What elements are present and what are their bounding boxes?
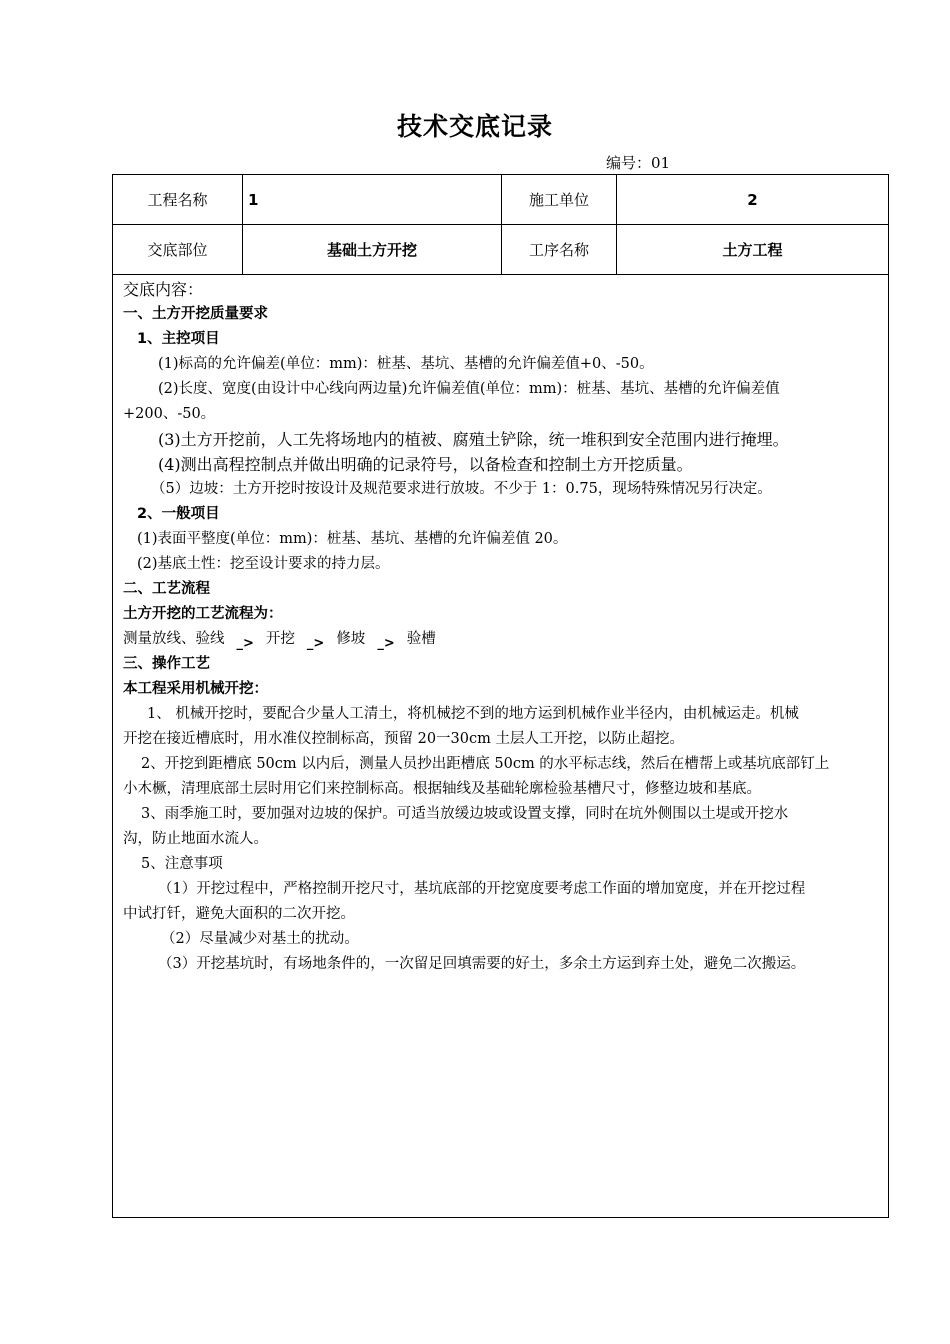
item-line: (3)土方开挖前，人工先将场地内的植被、腐殖土铲除，统一堆积到安全范围内进行掩埋。	[158, 430, 789, 449]
process-value: 土方工程	[722, 241, 783, 259]
operation-line: 开挖在接近槽底时，用水准仪控制标高，预留 20一30cm 土层人工开挖，以防止超挖。	[123, 731, 684, 747]
operation-line: 小木橛，清理底部土层时用它们来控制标高。根据轴线及基础轮廓检验基槽尺寸，修整边坡和基底。	[123, 781, 761, 797]
item-line: （5）边坡：土方开挖时按设计及规范要求进行放坡。不少于 1：0.75，现场特殊情况另行决定。	[151, 481, 772, 497]
operation-line: 1、 机械开挖时，要配合少量人工清土，将机械挖不到的地方运到机械作业半径内，由机械运走。机械	[147, 706, 799, 722]
construction-unit-label: 施工单位	[528, 191, 589, 209]
flow-arrow-icon: _>	[377, 636, 395, 651]
record-table	[112, 174, 889, 1218]
flow-step: 修坡	[336, 631, 366, 647]
note-line: （2）尽量减少对基土的扰动。	[161, 931, 359, 947]
note-line: （1）开挖过程中，严格控制开挖尺寸，基坑底部的开挖宽度要考虑工作面的增加宽度，并在开挖过程	[158, 881, 806, 897]
header-row-2	[113, 225, 888, 275]
section-2-heading: 二、工艺流程	[123, 581, 210, 597]
project-name-value: 1	[248, 190, 259, 209]
item-line: (2)长度、宽度(由设计中心线向两边量)允许偏差值(单位：mm)：桩基、基坑、基槽的允许偏差值	[158, 381, 780, 397]
item-line: (2)基底土性：挖至设计要求的持力层。	[137, 556, 390, 572]
section-1-sub-2: 2、一般项目	[137, 506, 220, 522]
part-label: 交底部位	[147, 241, 208, 259]
note-line: （3）开挖基坑时，有场地条件的，一次留足回填需要的好土，多余土方运到弃土处，避免二次搬运。	[158, 956, 806, 972]
note-line: 中试打钎，避免大面积的二次开挖。	[123, 906, 355, 922]
part-value: 基础土方开挖	[326, 241, 417, 259]
flow-step: 验槽	[406, 631, 436, 647]
operation-line: 沟，防止地面水流人。	[123, 831, 268, 847]
operation-line: 2、开挖到距槽底 50cm 以内后，测量人员抄出距槽底 50cm 的水平标志线，然后在槽帮上或基坑底部钉上	[141, 756, 830, 772]
flow-step: 测量放线、验线	[123, 631, 225, 647]
section-1-sub-1: 1、主控项目	[137, 331, 220, 347]
section-1-heading: 一、土方开挖质量要求	[123, 306, 268, 322]
project-name-label: 工程名称	[147, 191, 208, 209]
operation-title: 本工程采用机械开挖：	[123, 681, 268, 697]
flow-title: 土方开挖的工艺流程为：	[123, 606, 283, 622]
construction-unit-value: 2	[747, 190, 758, 209]
process-flow	[123, 627, 436, 652]
item-line: (4)测出高程控制点并做出明确的记录符号，以备检查和控制土方开挖质量。	[158, 455, 693, 474]
flow-arrow-icon: _>	[306, 636, 325, 651]
item-line: (1)标高的允许偏差(单位：mm)：桩基、基坑、基槽的允许偏差值+0、-50。	[158, 356, 654, 372]
section-3-heading: 三、操作工艺	[123, 656, 210, 672]
content-intro: 交底内容：	[123, 280, 204, 299]
header-row-1	[113, 175, 888, 225]
item-line: +200、-50。	[123, 406, 216, 422]
process-label: 工序名称	[528, 241, 589, 259]
flow-arrow-icon: _>	[236, 636, 254, 651]
flow-step: 开挖	[265, 631, 295, 647]
document-title: 技术交底记录	[396, 112, 553, 141]
document-number: 编号：01	[606, 154, 671, 172]
notes-heading: 5、注意事项	[141, 856, 223, 872]
item-line: (1)表面平整度(单位：mm)：桩基、基坑、基槽的允许偏差值 20。	[137, 531, 568, 547]
operation-line: 3、雨季施工时，要加强对边坡的保护。可适当放缓边坡或设置支撑，同时在坑外侧围以土堤或开挖水	[141, 806, 789, 822]
